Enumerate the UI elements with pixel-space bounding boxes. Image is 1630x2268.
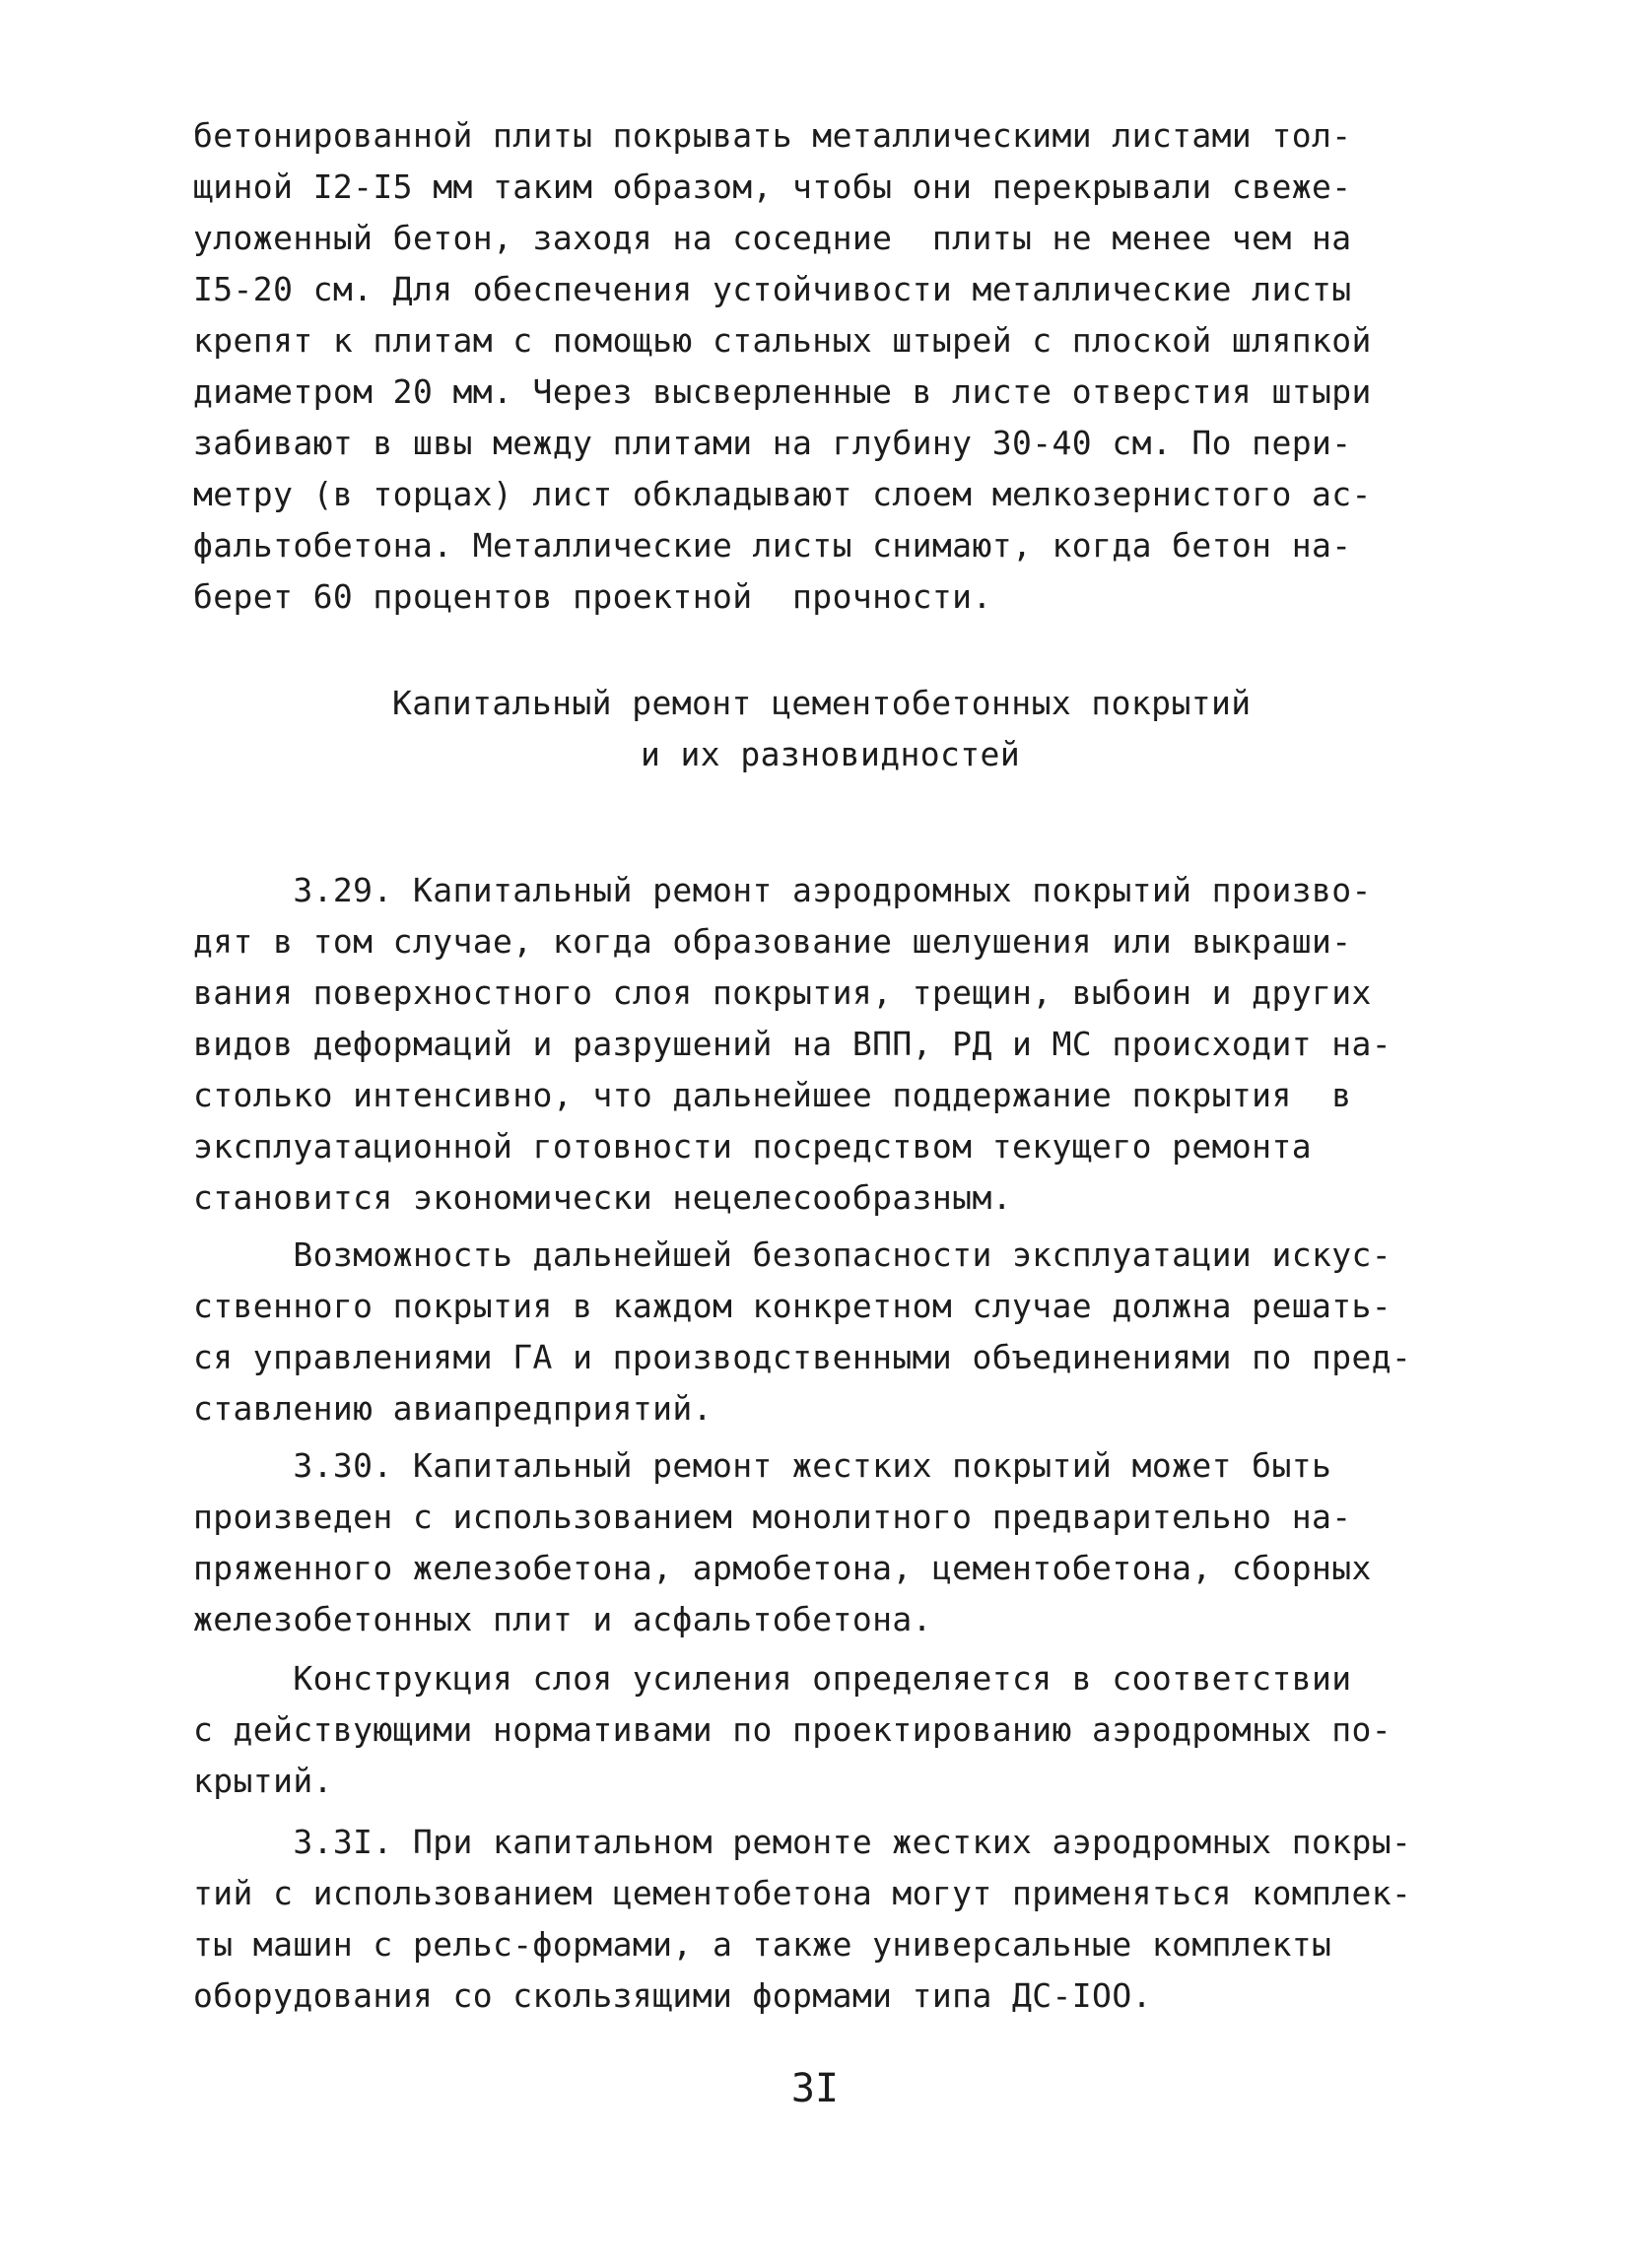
text-line: вания поверхностного слоя покрытия, трещин, выбоин и других — [193, 973, 1372, 1012]
text-line: дят в том случае, когда образование шелушения или выкраши- — [193, 922, 1352, 961]
text-line: произведен с использованием монолитного предварительно на- — [193, 1498, 1352, 1536]
text-line: I5-20 см. Для обеспечения устойчивости металлические листы — [193, 270, 1352, 308]
text-line: фальтобетона. Металлические листы снимают, когда бетон на- — [193, 526, 1352, 565]
text-line: видов деформаций и разрушений на ВПП, РД и МС происходит на- — [193, 1025, 1392, 1063]
text-line: пряженного железобетона, армобетона, цементобетона, сборных — [193, 1549, 1372, 1587]
text-line: ся управлениями ГА и производственными объединениями по пред- — [193, 1338, 1412, 1376]
page-number: 3I — [790, 2066, 840, 2111]
section-heading-line-2: и их разновидностей — [641, 735, 1021, 773]
text-line: ставлению авиапредприятий. — [193, 1389, 713, 1428]
text-line: тий с использованием цементобетона могут применяться комплек- — [193, 1874, 1412, 1912]
text-line: эксплуатационной готовности посредством текущего ремонта — [193, 1127, 1312, 1166]
text-line: ты машин с рельс-формами, а также универсальные комплекты — [193, 1925, 1332, 1964]
text-line: столько интенсивно, что дальнейшее поддержание покрытия в — [193, 1076, 1352, 1114]
text-line: 3.3I. При капитальном ремонте жестких аэродромных покры- — [193, 1823, 1412, 1861]
text-line: уложенный бетон, заходя на соседние плиты не менее чем на — [193, 219, 1352, 257]
text-line: бетонированной плиты покрывать металлическими листами тол- — [193, 116, 1352, 155]
text-line: щиной I2-I5 мм таким образом, чтобы они перекрывали свеже- — [193, 167, 1352, 206]
text-line: становится экономически нецелесообразным. — [193, 1178, 1012, 1217]
text-line: берет 60 процентов проектной прочности. — [193, 577, 992, 616]
text-line: крытий. — [193, 1762, 333, 1800]
text-line: 3.30. Капитальный ремонт жестких покрытий может быть — [193, 1446, 1332, 1485]
text-line: с действующими нормативами по проектированию аэродромных по- — [193, 1710, 1392, 1749]
text-line: Конструкция слоя усиления определяется в соответствии — [193, 1659, 1352, 1698]
text-line: оборудования со скользящими формами типа ДС-IOO. — [193, 1976, 1152, 2015]
text-line: ственного покрытия в каждом конкретном случае должна решать- — [193, 1287, 1392, 1325]
text-line: железобетонных плит и асфальтобетона. — [193, 1600, 932, 1638]
text-line: Возможность дальнейшей безопасности эксплуатации искус- — [193, 1235, 1392, 1274]
text-line: крепят к плитам с помощью стальных штырей с плоской шляпкой — [193, 321, 1372, 360]
text-line: диаметром 20 мм. Через высверленные в листе отверстия штыри — [193, 372, 1372, 411]
text-line: метру (в торцах) лист обкладывают слоем мелкозернистого ас- — [193, 475, 1372, 513]
text-line: забивают в швы между плитами на глубину 30-40 см. По пери- — [193, 424, 1352, 462]
text-line: 3.29. Капитальный ремонт аэродромных покрытий произво- — [193, 871, 1372, 909]
section-heading-line-1: Капитальный ремонт цементобетонных покрытий — [392, 684, 1252, 722]
